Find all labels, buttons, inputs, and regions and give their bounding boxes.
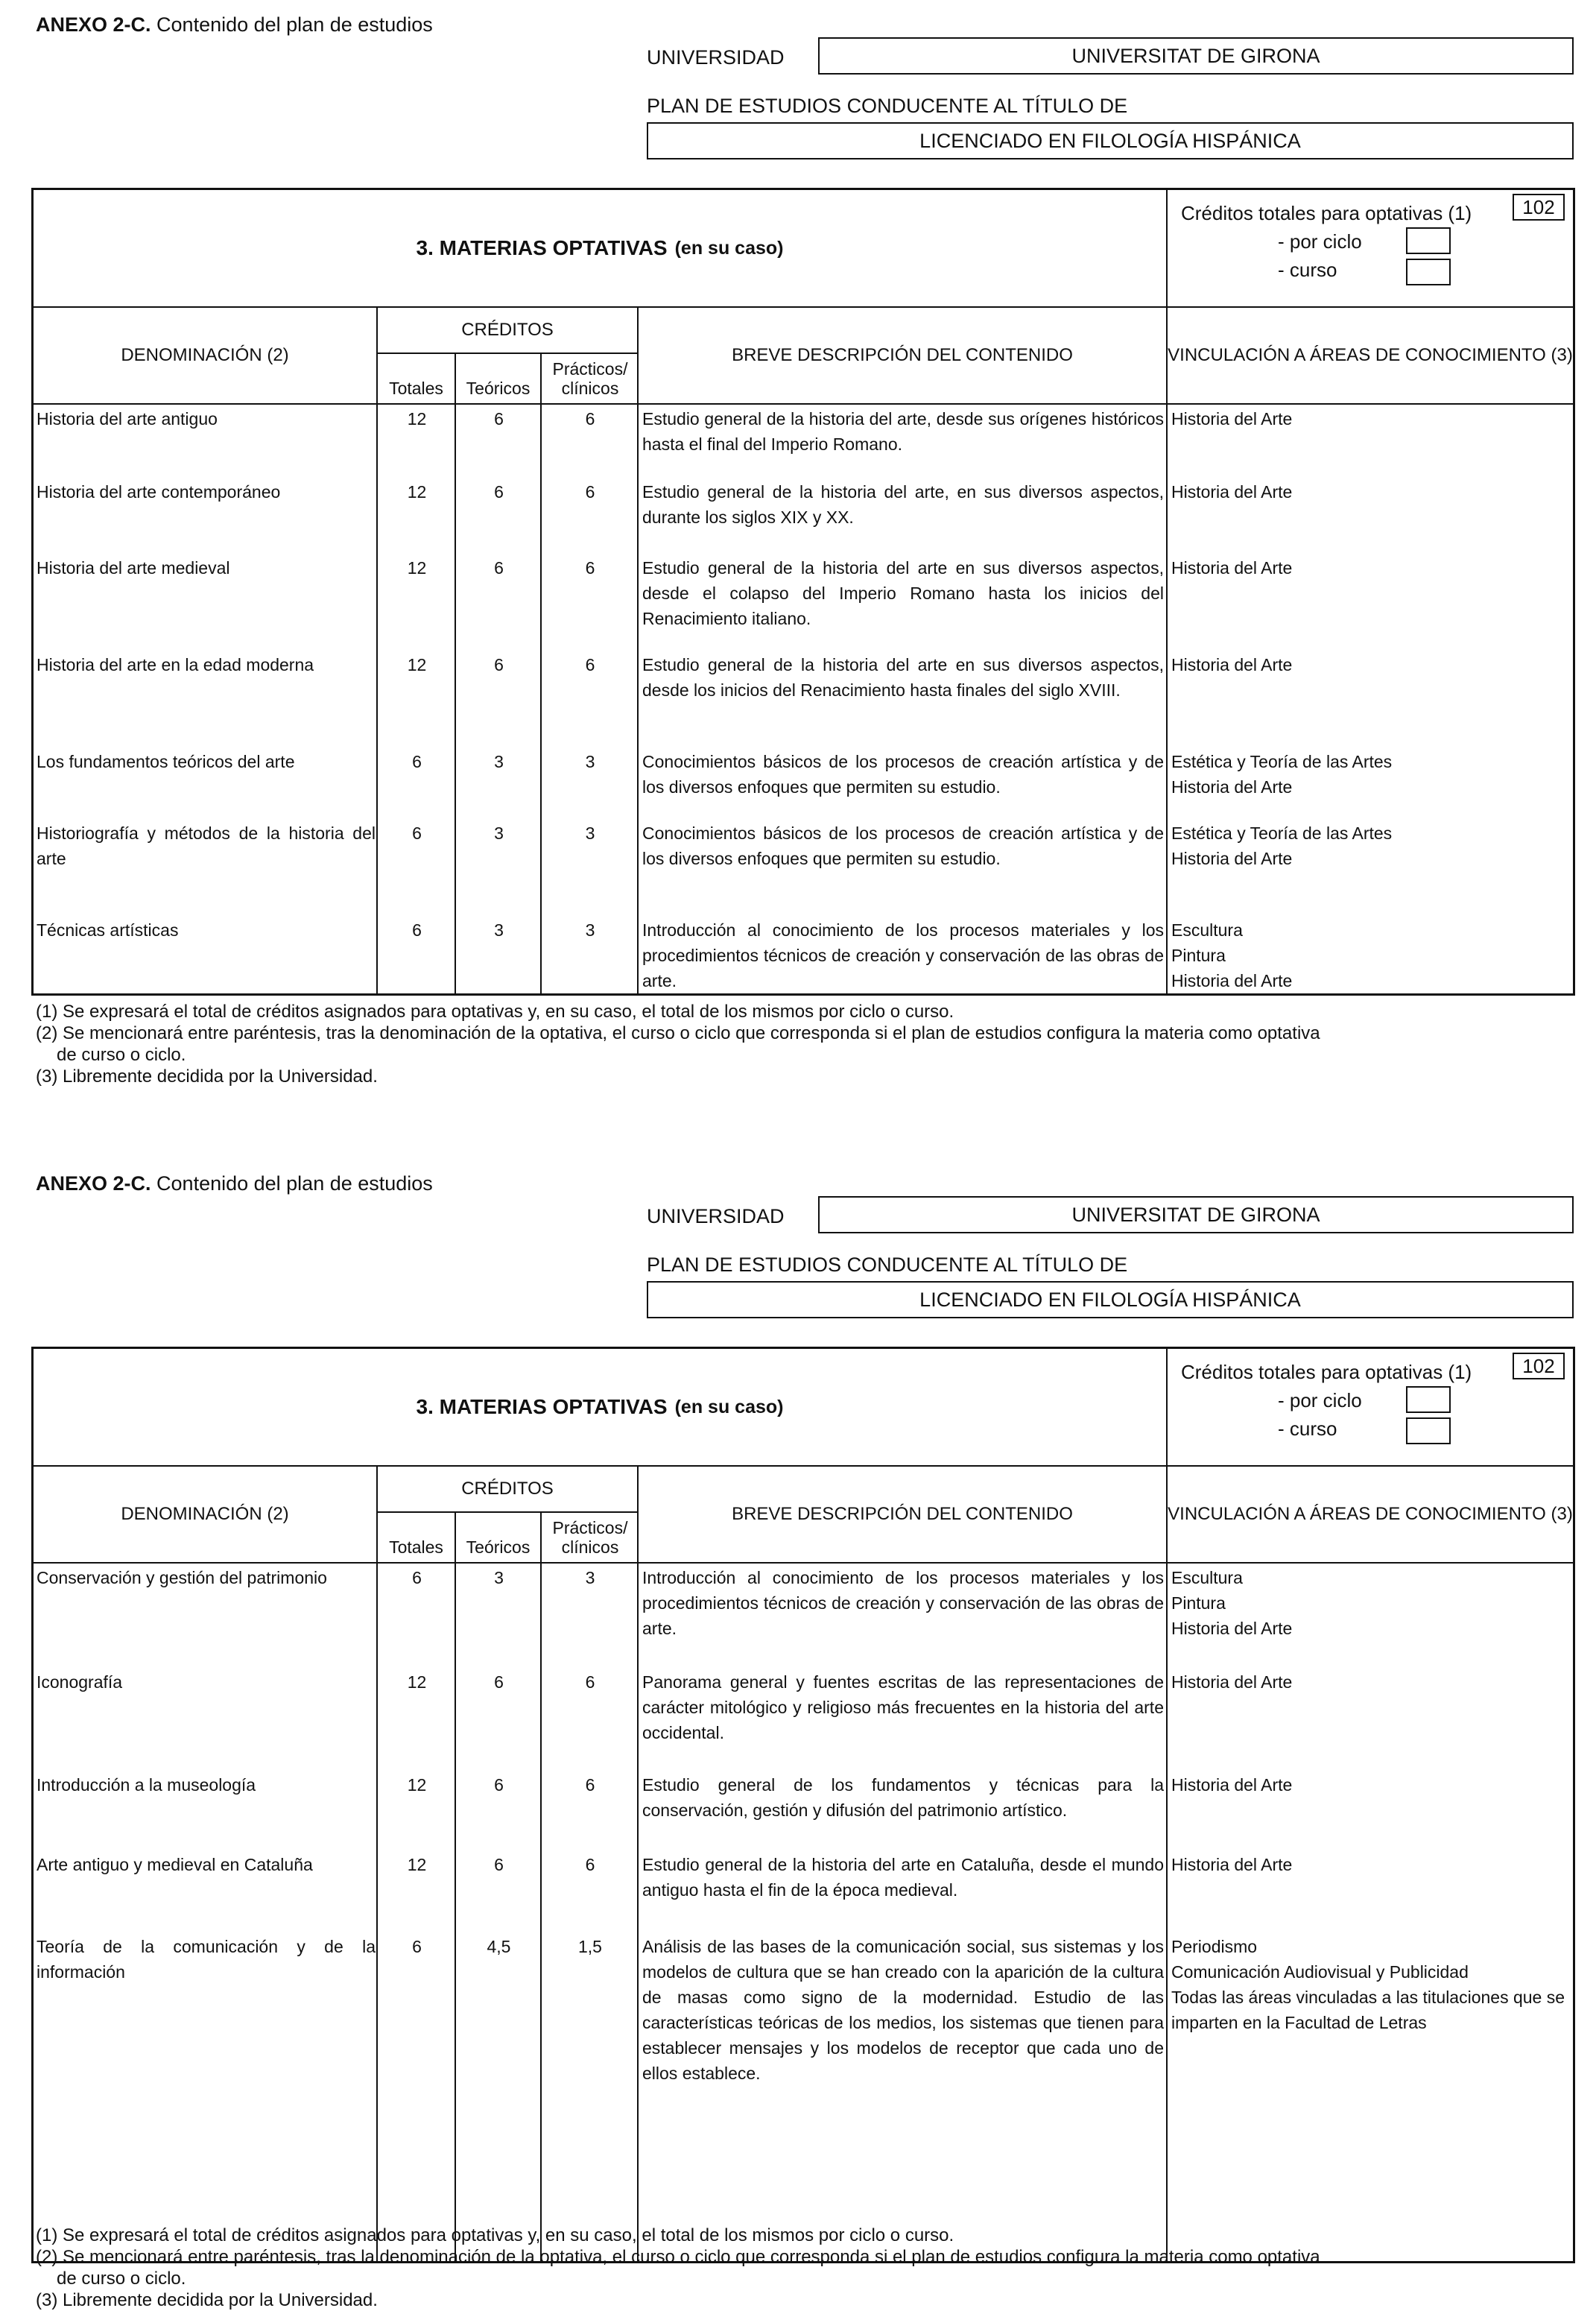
footnote-2-cont: de curso o ciclo. bbox=[57, 1045, 186, 1065]
cell-descripcion: Introducción al conocimiento de los procesos materiales y los procedimientos técnicos de creación y conservación de las obras de arte. bbox=[642, 920, 1164, 990]
vinculacion-area: Historia del Arte bbox=[1171, 1619, 1293, 1638]
column-divider bbox=[540, 1564, 542, 2261]
cell-teoricos: 6 bbox=[494, 655, 504, 674]
cell-vinculacion bbox=[1171, 479, 1574, 505]
cell-practicos: 6 bbox=[585, 409, 595, 429]
cell-practicos: 6 bbox=[585, 1775, 595, 1795]
table-body bbox=[34, 1564, 1573, 2261]
cell-teoricos: 6 bbox=[494, 1672, 504, 1692]
page-block-2 bbox=[0, 1159, 1596, 2310]
curso-label: - curso bbox=[1278, 1417, 1337, 1440]
vinculacion-area: Historia del Arte bbox=[1171, 1672, 1293, 1692]
cell-totales: 6 bbox=[412, 752, 422, 771]
cell-teoricos: 6 bbox=[494, 482, 504, 502]
header-denominacion: DENOMINACIÓN (2) bbox=[34, 1467, 378, 1562]
footnotes bbox=[36, 1001, 1320, 1087]
vinculacion-area: Historia del Arte bbox=[1171, 971, 1293, 990]
cell-practicos: 1,5 bbox=[578, 1937, 602, 1956]
cell-teoricos: 4,5 bbox=[487, 1937, 511, 1956]
curso-box bbox=[1406, 1417, 1451, 1444]
vinculacion-area: Historia del Arte bbox=[1171, 777, 1293, 797]
cell-practicos: 3 bbox=[585, 823, 595, 843]
column-divider bbox=[637, 1564, 639, 2261]
section-title bbox=[34, 1349, 1168, 1465]
header-totales: Totales bbox=[378, 354, 456, 403]
table-title-row bbox=[34, 1349, 1573, 1467]
cell-totales: 12 bbox=[407, 482, 427, 502]
footnote-2: (2) Se mencionará entre paréntesis, tras la denominación de la optativa, el curso o ciclo que corresponda si el plan de estudios configura la materia como optativa bbox=[36, 2247, 1320, 2267]
cell-descripcion: Estudio general de la historia del arte en sus diversos aspectos, desde el colapso del Imperio Romano hasta los inicios del Renacimiento italiano. bbox=[642, 558, 1164, 628]
creditos-totales-label: Créditos totales para optativas (1) bbox=[1181, 1361, 1472, 1383]
column-headers bbox=[34, 1467, 1573, 1564]
cell-descripcion: Panorama general y fuentes escritas de las representaciones de carácter mitológico y religioso más frecuentes en la historia del arte occidental. bbox=[642, 1672, 1164, 1742]
cell-vinculacion bbox=[1171, 1565, 1574, 1641]
cell-vinculacion bbox=[1171, 652, 1574, 677]
cell-denominacion: Historiografía y métodos de la historia del arte bbox=[37, 823, 376, 868]
cell-vinculacion bbox=[1171, 1852, 1574, 1877]
cell-teoricos: 3 bbox=[494, 823, 504, 843]
section-title-main: 3. MATERIAS OPTATIVAS bbox=[416, 1395, 668, 1418]
cell-denominacion: Técnicas artísticas bbox=[37, 920, 179, 940]
vinculacion-area: Todas las áreas vinculadas a las titulaciones que se imparten en la Facultad de Letras bbox=[1171, 1988, 1565, 2032]
header-creditos-group bbox=[378, 308, 639, 403]
por-ciclo-label: - por ciclo bbox=[1278, 230, 1362, 253]
column-divider bbox=[376, 1564, 378, 2261]
cell-teoricos: 3 bbox=[494, 752, 504, 771]
header-teoricos: Teóricos bbox=[456, 354, 542, 403]
por-ciclo-box bbox=[1406, 1386, 1451, 1413]
cell-descripcion: Estudio general de la historia del arte en sus diversos aspectos, desde los inicios del Renacimiento hasta finales del siglo XVIII. bbox=[642, 655, 1164, 700]
cell-denominacion: Historia del arte en la edad moderna bbox=[37, 655, 314, 674]
section-title bbox=[34, 190, 1168, 306]
creditos-totales-label: Créditos totales para optativas (1) bbox=[1181, 202, 1472, 224]
vinculacion-area: Estética y Teoría de las Artes bbox=[1171, 823, 1393, 843]
header-descripcion: BREVE DESCRIPCIÓN DEL CONTENIDO bbox=[639, 1467, 1168, 1562]
header-creditos: CRÉDITOS bbox=[378, 1467, 637, 1513]
cell-practicos: 6 bbox=[585, 482, 595, 502]
anexo-label: ANEXO 2-C. bbox=[36, 1172, 151, 1195]
creditos-totales-value: 102 bbox=[1513, 194, 1565, 221]
header-practicos: Prácticos/ clínicos bbox=[552, 359, 628, 398]
cell-vinculacion bbox=[1171, 406, 1574, 431]
por-ciclo-label: - por ciclo bbox=[1278, 1389, 1362, 1411]
vinculacion-area: Historia del Arte bbox=[1171, 558, 1293, 578]
column-divider bbox=[455, 1564, 456, 2261]
vinculacion-area: Comunicación Audiovisual y Publicidad bbox=[1171, 1962, 1469, 1982]
cell-totales: 12 bbox=[407, 1672, 427, 1692]
vinculacion-area: Pintura bbox=[1171, 946, 1226, 965]
plan-label: PLAN DE ESTUDIOS CONDUCENTE AL TÍTULO DE bbox=[647, 1253, 1128, 1276]
cell-vinculacion bbox=[1171, 1772, 1574, 1798]
cell-teoricos: 6 bbox=[494, 1775, 504, 1795]
anexo-heading bbox=[36, 1172, 433, 1195]
cell-practicos: 3 bbox=[585, 1568, 595, 1587]
cell-denominacion: Historia del arte contemporáneo bbox=[37, 482, 281, 502]
column-headers bbox=[34, 308, 1573, 405]
cell-vinculacion bbox=[1171, 821, 1574, 871]
column-divider bbox=[1166, 405, 1168, 993]
cell-totales: 6 bbox=[412, 823, 422, 843]
universidad-value: UNIVERSITAT DE GIRONA bbox=[818, 37, 1574, 75]
cell-vinculacion bbox=[1171, 749, 1574, 800]
cell-practicos: 6 bbox=[585, 1672, 595, 1692]
creditos-totales-value: 102 bbox=[1513, 1353, 1565, 1379]
cell-vinculacion bbox=[1171, 1934, 1574, 2035]
cell-totales: 12 bbox=[407, 655, 427, 674]
page-block-1 bbox=[0, 0, 1596, 1140]
cell-totales: 6 bbox=[412, 1568, 422, 1587]
footnote-2-cont: de curso o ciclo. bbox=[57, 2269, 186, 2289]
curso-box bbox=[1406, 259, 1451, 285]
footnotes bbox=[36, 2225, 1320, 2311]
cell-descripcion: Estudio general de la historia del arte en Cataluña, desde el mundo antiguo hasta el fin de la época medieval. bbox=[642, 1855, 1164, 1900]
vinculacion-area: Historia del Arte bbox=[1171, 655, 1293, 674]
header-totales: Totales bbox=[378, 1513, 456, 1562]
por-ciclo-box bbox=[1406, 227, 1451, 254]
footnote-2: (2) Se mencionará entre paréntesis, tras la denominación de la optativa, el curso o ciclo que corresponda si el plan de estudios configura la materia como optativa bbox=[36, 1023, 1320, 1043]
cell-denominacion: Los fundamentos teóricos del arte bbox=[37, 752, 295, 771]
cell-teoricos: 6 bbox=[494, 409, 504, 429]
footnote-1: (1) Se expresará el total de créditos asignados para optativas y, en su caso, el total de los mismos por ciclo o curso. bbox=[36, 1002, 954, 1022]
cell-descripcion: Conocimientos básicos de los procesos de creación artística y de los diversos enfoques que permiten su estudio. bbox=[642, 823, 1164, 868]
cell-totales: 12 bbox=[407, 409, 427, 429]
universidad-label: UNIVERSIDAD bbox=[647, 1205, 785, 1227]
vinculacion-area: Pintura bbox=[1171, 1593, 1226, 1613]
cell-descripcion: Estudio general de los fundamentos y técnicas para la conservación, gestión y difusión del patrimonio artístico. bbox=[642, 1775, 1164, 1820]
cell-teoricos: 6 bbox=[494, 1855, 504, 1874]
header-denominacion: DENOMINACIÓN (2) bbox=[34, 308, 378, 403]
cell-denominacion: Historia del arte medieval bbox=[37, 558, 230, 578]
vinculacion-area: Periodismo bbox=[1171, 1937, 1258, 1956]
vinculacion-area: Historia del Arte bbox=[1171, 409, 1293, 429]
cell-totales: 12 bbox=[407, 558, 427, 578]
vinculacion-area: Estética y Teoría de las Artes bbox=[1171, 752, 1393, 771]
table-body bbox=[34, 405, 1573, 993]
cell-denominacion: Historia del arte antiguo bbox=[37, 409, 218, 429]
vinculacion-area: Escultura bbox=[1171, 1568, 1243, 1587]
cell-practicos: 6 bbox=[585, 558, 595, 578]
header-descripcion: BREVE DESCRIPCIÓN DEL CONTENIDO bbox=[639, 308, 1168, 403]
cell-teoricos: 3 bbox=[494, 1568, 504, 1587]
header-creditos: CRÉDITOS bbox=[378, 308, 637, 354]
header-creditos-group bbox=[378, 1467, 639, 1562]
titulo-value: LICENCIADO EN FILOLOGÍA HISPÁNICA bbox=[647, 1281, 1574, 1318]
header-practicos: Prácticos/ clínicos bbox=[552, 1518, 628, 1557]
cell-descripcion: Introducción al conocimiento de los procesos materiales y los procedimientos técnicos de creación y conservación de las obras de arte. bbox=[642, 1568, 1164, 1638]
anexo-subtitle: Contenido del plan de estudios bbox=[151, 13, 433, 36]
curso-label: - curso bbox=[1278, 259, 1337, 281]
anexo-subtitle: Contenido del plan de estudios bbox=[151, 1172, 433, 1195]
cell-teoricos: 3 bbox=[494, 920, 504, 940]
cell-totales: 12 bbox=[407, 1775, 427, 1795]
header-vinculacion: VINCULACIÓN A ÁREAS DE CONOCIMIENTO (3) bbox=[1168, 345, 1573, 365]
vinculacion-area: Historia del Arte bbox=[1171, 1775, 1293, 1795]
vinculacion-area: Historia del Arte bbox=[1171, 1855, 1293, 1874]
universidad-value: UNIVERSITAT DE GIRONA bbox=[818, 1196, 1574, 1233]
optativas-table bbox=[31, 1347, 1575, 2263]
vinculacion-area: Historia del Arte bbox=[1171, 849, 1293, 868]
anexo-heading bbox=[36, 13, 433, 37]
cell-vinculacion bbox=[1171, 1669, 1574, 1695]
cell-denominacion: Conservación y gestión del patrimonio bbox=[37, 1568, 327, 1587]
cell-practicos: 6 bbox=[585, 655, 595, 674]
section-title-note: (en su caso) bbox=[674, 237, 784, 259]
cell-denominacion: Arte antiguo y medieval en Cataluña bbox=[37, 1855, 313, 1874]
optativas-table bbox=[31, 188, 1575, 996]
cell-denominacion: Iconografía bbox=[37, 1672, 123, 1692]
header-vinculacion: VINCULACIÓN A ÁREAS DE CONOCIMIENTO (3) bbox=[1168, 1504, 1573, 1524]
section-title-note: (en su caso) bbox=[674, 1396, 784, 1417]
cell-practicos: 6 bbox=[585, 1855, 595, 1874]
cell-denominacion: Introducción a la museología bbox=[37, 1775, 256, 1795]
anexo-label: ANEXO 2-C. bbox=[36, 13, 151, 36]
cell-descripcion: Conocimientos básicos de los procesos de creación artística y de los diversos enfoques que permiten su estudio. bbox=[642, 752, 1164, 797]
titulo-value: LICENCIADO EN FILOLOGÍA HISPÁNICA bbox=[647, 122, 1574, 159]
column-divider bbox=[1166, 1564, 1168, 2261]
vinculacion-area: Historia del Arte bbox=[1171, 482, 1293, 502]
cell-totales: 12 bbox=[407, 1855, 427, 1874]
plan-label: PLAN DE ESTUDIOS CONDUCENTE AL TÍTULO DE bbox=[647, 95, 1128, 117]
table-title-row bbox=[34, 190, 1573, 308]
universidad-label: UNIVERSIDAD bbox=[647, 46, 785, 69]
cell-vinculacion bbox=[1171, 555, 1574, 581]
cell-descripcion: Estudio general de la historia del arte, en sus diversos aspectos, durante los siglos XIX y XX. bbox=[642, 482, 1164, 527]
cell-totales: 6 bbox=[412, 920, 422, 940]
footnote-3: (3) Libremente decidida por la Universidad. bbox=[36, 2290, 378, 2310]
footnote-3: (3) Libremente decidida por la Universidad. bbox=[36, 1066, 378, 1087]
cell-totales: 6 bbox=[412, 1937, 422, 1956]
section-title-main: 3. MATERIAS OPTATIVAS bbox=[416, 236, 668, 259]
cell-denominacion: Teoría de la comunicación y de la información bbox=[37, 1937, 376, 1982]
vinculacion-area: Escultura bbox=[1171, 920, 1243, 940]
cell-practicos: 3 bbox=[585, 752, 595, 771]
header-teoricos: Teóricos bbox=[456, 1513, 542, 1562]
cell-vinculacion bbox=[1171, 917, 1574, 993]
cell-practicos: 3 bbox=[585, 920, 595, 940]
cell-teoricos: 6 bbox=[494, 558, 504, 578]
footnote-1: (1) Se expresará el total de créditos asignados para optativas y, en su caso, el total de los mismos por ciclo o curso. bbox=[36, 2225, 954, 2245]
cell-descripcion: Estudio general de la historia del arte, desde sus orígenes históricos hasta el final del Imperio Romano. bbox=[642, 409, 1164, 454]
cell-descripcion: Análisis de las bases de la comunicación social, sus sistemas y los modelos de cultura que se han creado con la aparición de la cultura de masas como signo de la modernidad. Estudio de las características teóricas de los medios, los sistemas que tienen para establecer mensajes y los modelos de receptor que cada uno de ellos establece. bbox=[642, 1937, 1164, 2083]
